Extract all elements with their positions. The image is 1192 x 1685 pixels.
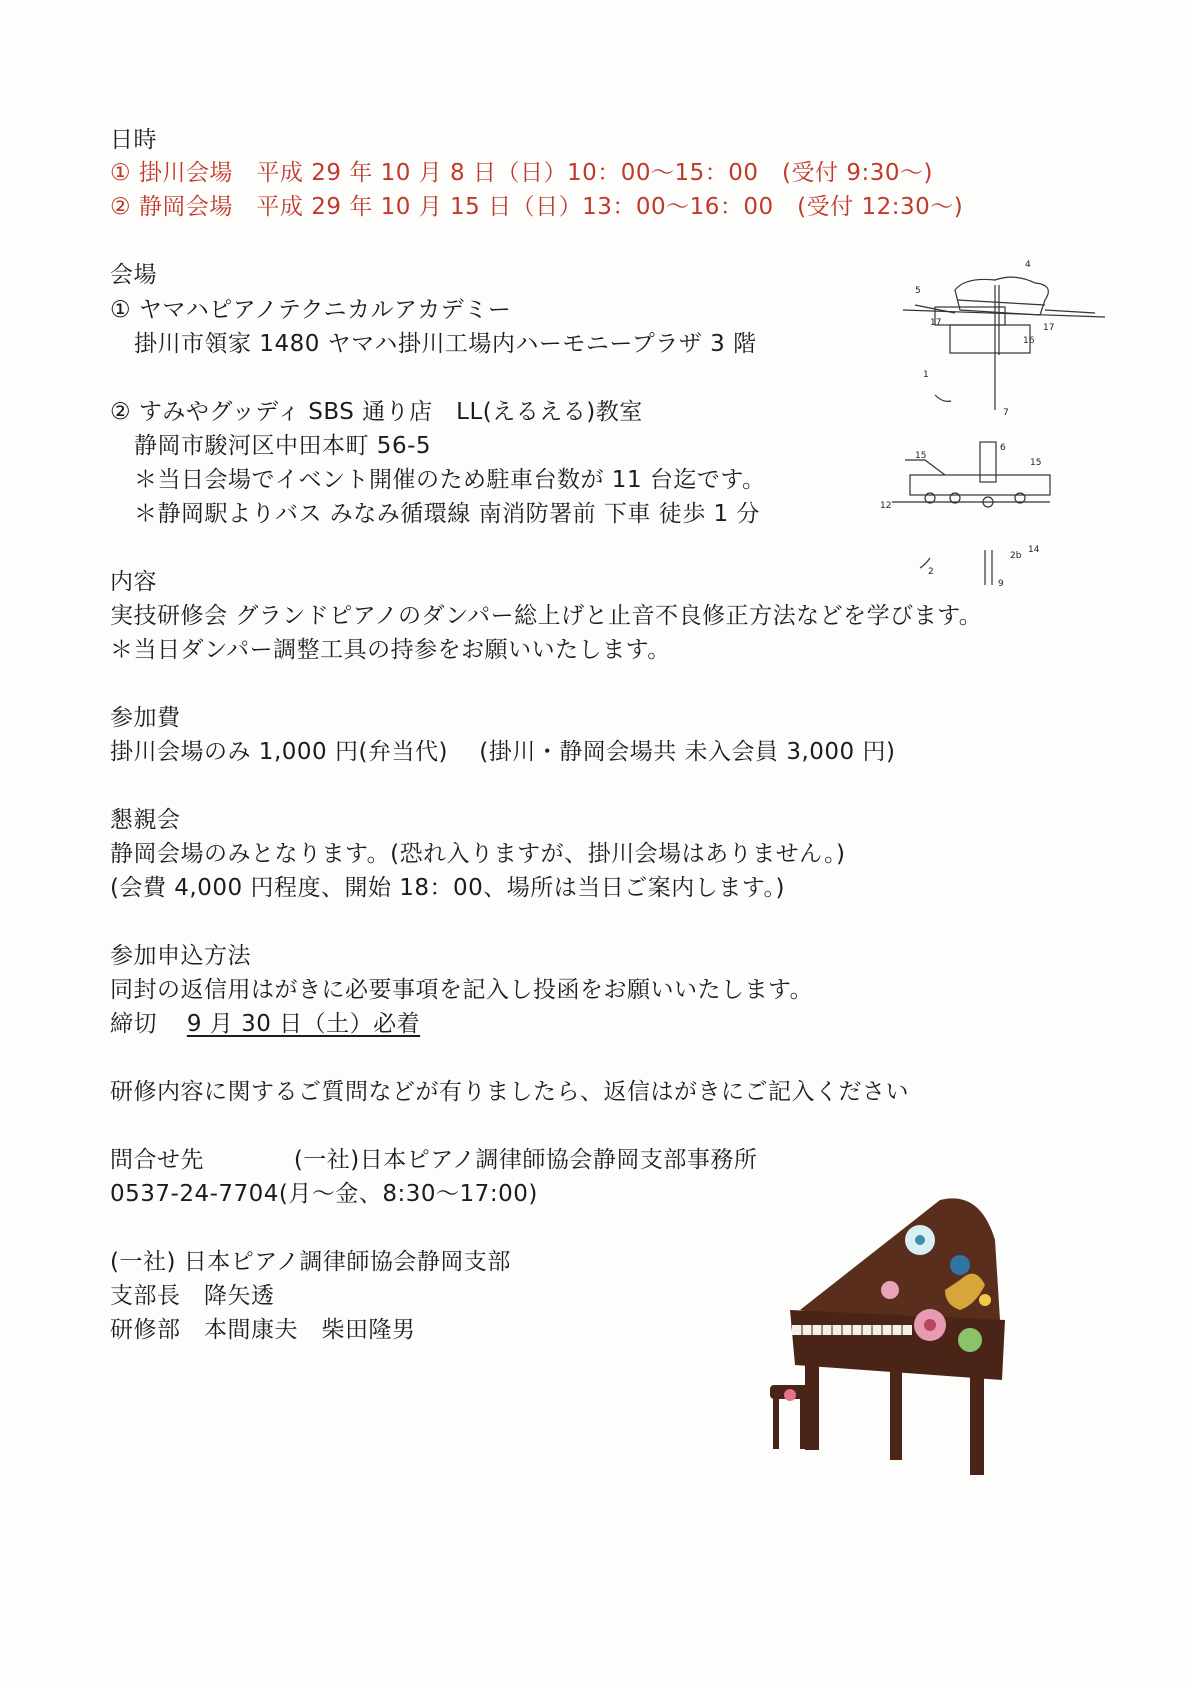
- venue2-parking-note: ＊当日会場でイベント開催のため駐車台数が 11 台迄です。: [134, 467, 766, 493]
- diagram-label: 15: [1030, 458, 1042, 468]
- deadline-label: 締切: [110, 1011, 157, 1037]
- contact-label: 問合せ先: [110, 1147, 204, 1173]
- apply-heading: 参加申込方法: [110, 943, 251, 969]
- fee-line1: 掛川会場のみ 1,000 円(弁当代) (掛川・静岡会場共 未入会員 3,000 円): [110, 739, 896, 765]
- diagram-label: 15: [915, 451, 927, 461]
- datetime-item-shizuoka: ② 静岡会場 平成 29 年 10 月 15 日（日）13：00～16：00 (受付 12:30～): [110, 194, 964, 220]
- questions-note: 研修内容に関するご質問などが有りましたら、返信はがきにご記入ください: [110, 1079, 909, 1105]
- diagram-label: 14: [1028, 545, 1040, 555]
- diagram-label: 17: [1043, 323, 1055, 333]
- damper-lever-diagram-icon: [870, 440, 1070, 590]
- content-heading: 内容: [110, 569, 157, 595]
- signature-org: (一社) 日本ピアノ調律師協会静岡支部: [110, 1249, 511, 1275]
- diagram-label: 12: [880, 501, 892, 511]
- damper-mechanism-diagram-icon: [895, 255, 1115, 415]
- diagram-label: 5: [915, 286, 921, 296]
- diagram-label: 9: [998, 579, 1004, 589]
- diagram-label: 1: [923, 370, 929, 380]
- party-line2: (会費 4,000 円程度、開始 18：00、場所は当日ご案内します。): [110, 875, 785, 901]
- diagram-label: 2: [928, 567, 934, 577]
- signature-chief: 支部長 降矢透: [110, 1283, 275, 1309]
- content-line1: 実技研修会 グランドピアノのダンパー総上げと止音不良修正方法などを学びます。: [110, 603, 983, 629]
- content-line2: ＊当日ダンパー調整工具の持参をお願いいたします。: [110, 637, 671, 663]
- contact-row: [110, 1143, 757, 1177]
- venue2-access-note: ＊静岡駅よりバス みなみ循環線 南消防署前 下車 徒歩 1 分: [134, 501, 760, 527]
- contact-phone: 0537-24-7704(月～金、8:30～17:00): [110, 1181, 538, 1207]
- venue1-name: ① ヤマハピアノテクニカルアカデミー: [110, 297, 512, 323]
- venue1-address: 掛川市領家 1480 ヤマハ掛川工場内ハーモニープラザ 3 階: [134, 331, 757, 357]
- venue2-address: 静岡市駿河区中田本町 56-5: [134, 433, 432, 459]
- apply-line1: 同封の返信用はがきに必要事項を記入し投函をお願いいたします。: [110, 977, 814, 1003]
- grand-piano-with-flowers-icon: [770, 1180, 1030, 1480]
- diagram-label: 4: [1025, 260, 1031, 270]
- venue2-name: ② すみやグッディ SBS 通り店 LL(えるえる)教室: [110, 399, 643, 425]
- venue-heading: 会場: [110, 262, 157, 288]
- party-heading: 懇親会: [110, 807, 181, 833]
- signature-training: 研修部 本間康夫 柴田隆男: [110, 1317, 416, 1343]
- datetime-item-kakegawa: ① 掛川会場 平成 29 年 10 月 8 日（日）10：00～15：00 (受付 9:30～): [110, 160, 933, 186]
- diagram-label: 6: [1000, 443, 1006, 453]
- deadline: [110, 1007, 420, 1041]
- diagram-label: 7: [1003, 408, 1009, 415]
- diagram-label: 16: [1023, 336, 1035, 346]
- diagram-label: 2b: [1010, 551, 1022, 561]
- datetime-heading: 日時: [110, 127, 157, 153]
- diagram-label: 17: [930, 318, 942, 328]
- party-line1: 静岡会場のみとなります。(恐れ入りますが、掛川会場はありません。): [110, 841, 846, 867]
- fee-heading: 参加費: [110, 705, 181, 731]
- contact-org: (一社)日本ピアノ調律師協会静岡支部事務所: [293, 1147, 758, 1173]
- deadline-value: 9 月 30 日（土）必着: [186, 1011, 421, 1037]
